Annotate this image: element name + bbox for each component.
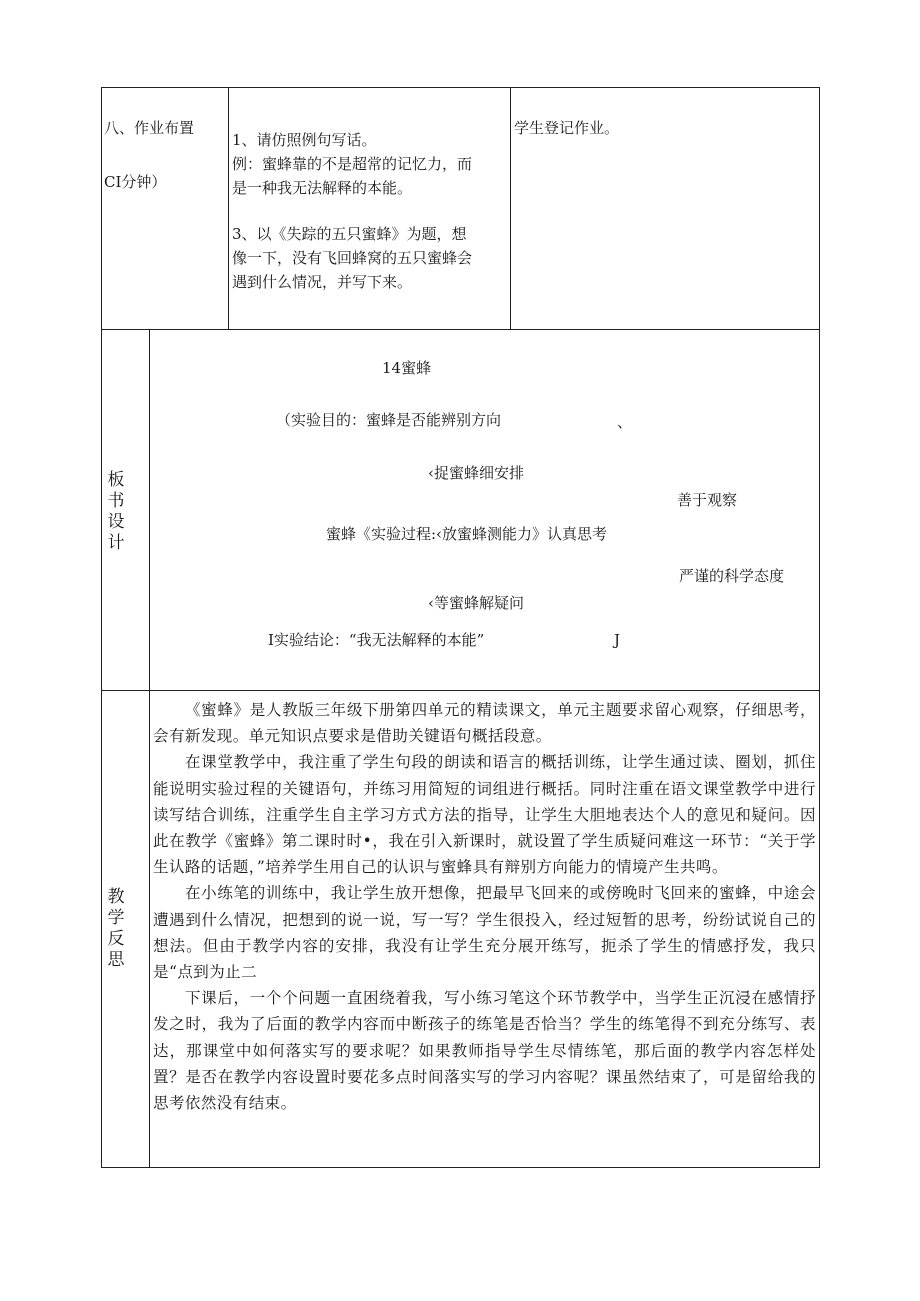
reflection-label (105, 887, 127, 971)
board-step-3: ‹等蜜蜂解疑问 (428, 594, 524, 612)
board-design-label-char: 计 (107, 533, 125, 553)
board-purpose-mark: 、 (617, 413, 633, 431)
board-design-label-char: 书 (107, 491, 125, 511)
homework-example-line-2: 是一种我无法解释的本能。 (232, 179, 413, 197)
board-conclusion-mark: J (614, 631, 621, 649)
homework-duration: CI分钟） (104, 173, 167, 191)
board-design-label-char: 板 (107, 470, 125, 490)
board-title: 14蜜蜂 (382, 359, 432, 377)
homework-task-3-line-3: 遇到什么情况，并写下来。 (232, 273, 413, 291)
homework-task-3-line-2: 像一下，没有飞回蜂窝的五只蜜蜂会 (232, 249, 473, 267)
board-design-label-char: 设 (107, 512, 125, 532)
board-design-label (105, 470, 127, 554)
student-activity: 学生登记作业。 (514, 119, 620, 137)
homework-task-3-line-1: 3、以《失踪的五只蜜蜂》为题，想 (232, 225, 467, 243)
board-process: 蜜蜂《实验过程:‹放蜜蜂测能力》认真思考 (326, 525, 608, 543)
homework-task-1: 1、请仿照例句写话。 (232, 131, 377, 149)
reflection-label-char: 反 (107, 929, 125, 949)
reflection-paragraph-1: 《蜜蜂》是人教版三年级下册第四单元的精读课文，单元主题要求留心观察，仔细思考，会有新发现。单元知识点要求是借助关键语句概括段意。 (153, 701, 816, 746)
reflection-label-char: 思 (107, 950, 125, 970)
reflection-label-char: 教 (107, 887, 125, 907)
homework-example-line-1: 例：蜜蜂靠的不是超常的记忆力，而 (232, 155, 473, 173)
reflection-label-char: 学 (107, 908, 125, 928)
board-attitude-2: 严谨的科学态度 (679, 567, 785, 585)
reflection-paragraph-4: 下课后，一个个问题一直困绕着我，写小练习笔这个环节教学中，当学生正沉浸在感情抒发之时，我为了后面的教学内容而中断孩子的练笔是否恰当？学生的练笔得不到充分练写、表达，那课堂中如何落实写的要求呢？如果教师指导学生尽情练笔，那后面的教学内容怎样处置？是否在教学内容设置时要花多点时间落实写的学习内容呢？课虽然结束了，可是留给我的思考依然没有结束。 (153, 989, 816, 1113)
reflection-paragraph-2: 在课堂教学中，我注重了学生句段的朗读和语言的概括训练，让学生通过读、圈划，抓住能说明实验过程的关键语句，并练习用简短的词组进行概括。同时注重在语文课堂教学中进行读写结合训练，注重学生自主学习方式方法的指导，让学生大胆地表达个人的意见和疑问。因此在教学《蜜蜂》第二课时时•，我在引入新课时，就设置了学生质疑问难这一环节：“关于学生认路的话题，”培养学生用自己的认识与蜜蜂具有辩别方向能力的情境产生共鸣。 (153, 753, 816, 877)
homework-section-label: 八、作业布置 (104, 119, 195, 137)
board-step-1: ‹捉蜜蜂细安排 (428, 464, 524, 482)
reflection-body (153, 697, 816, 1116)
board-conclusion: I实验结论：“我无法解释的本能” (268, 631, 485, 649)
reflection-paragraph-3: 在小练笔的训练中，我让学生放开想像，把最早飞回来的或傍晚时飞回来的蜜蜂，中途会遭遇到什么情况，把想到的说一说，写一写？学生很投入，经过短暂的思考，纷纷试说自己的想法。但由于教学内容的安排，我没有让学生充分展开练写，扼杀了学生的情感抒发，我只是“点到为止二 (153, 884, 816, 982)
board-attitude-1: 善于观察 (677, 491, 738, 509)
board-purpose: （实验目的：蜜蜂是否能辨别方向 (276, 411, 502, 429)
